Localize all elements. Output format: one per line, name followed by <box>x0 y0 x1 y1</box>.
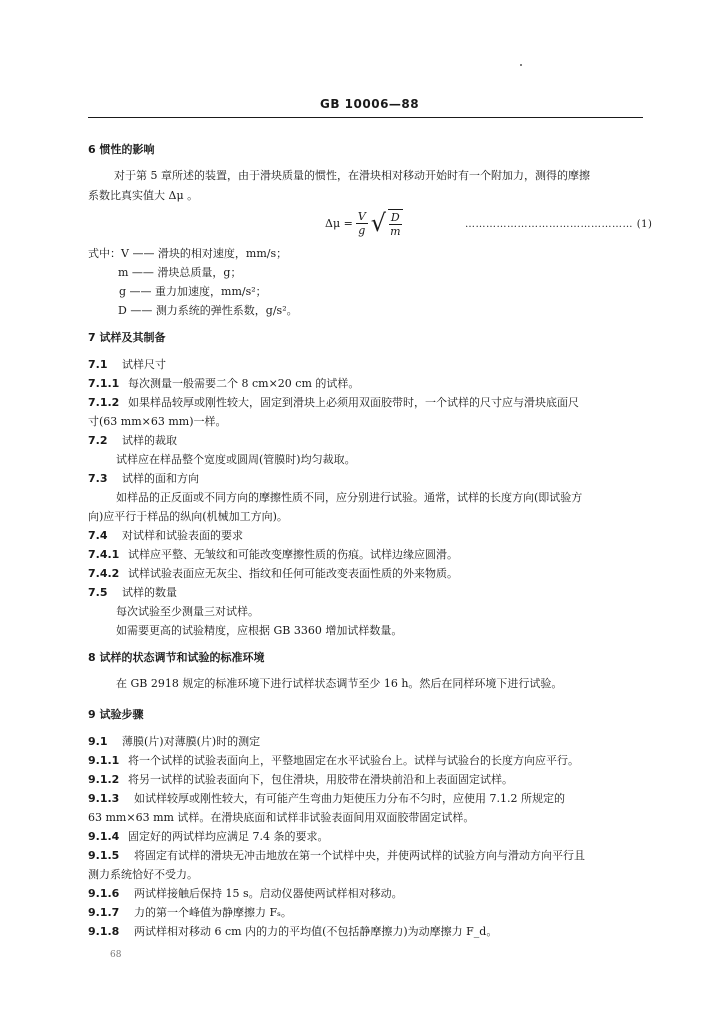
s9-item <box>88 792 565 806</box>
formula-number: (1) <box>636 219 653 230</box>
scan-speck <box>520 64 522 66</box>
clause-number: 7.1 <box>88 358 108 371</box>
s9-item <box>88 830 329 844</box>
clause-text: 如果样品较厚或刚性较大，固定到滑块上必须用双面胶带时，一个试样的尺寸应与滑块底面尺 <box>128 396 579 409</box>
clause-number: 7.5 <box>88 586 108 599</box>
section-8-heading: 8 试样的状态调节和试验的标准环境 <box>88 651 265 664</box>
page-header: GB 10006—88 <box>320 97 420 111</box>
clause-number: 7.4.1 <box>88 548 120 561</box>
clause-number: 7.1.2 <box>88 396 120 409</box>
s7-continuation: 向)应平行于样品的纵向(机械加工方向)。 <box>88 510 288 523</box>
s7-body: 试样应在样品整个宽度或圆周(管膜时)均匀裁取。 <box>116 453 356 466</box>
formula-fraction-d-over-m <box>388 209 402 238</box>
clause-number: 9.1.3 <box>88 792 120 805</box>
clause-text: 将固定有试样的滑块无冲击地放在第一个试样中央，并使两试样的试验方向与滑动方向平行且 <box>134 849 585 862</box>
formula-1 <box>325 205 406 241</box>
s9-item <box>88 906 292 920</box>
clause-text: 薄膜(片)对薄膜(片)时的测定 <box>122 735 261 748</box>
clause-number: 7.4 <box>88 529 108 542</box>
s9-item <box>88 773 513 787</box>
s9-item <box>88 735 260 749</box>
header-rule <box>88 117 643 118</box>
s9-item <box>88 887 403 901</box>
clause-text: 固定好的两试样均应满足 7.4 条的要求。 <box>128 830 329 843</box>
s7-item <box>88 529 243 543</box>
s9-continuation: 测力系统恰好不受力。 <box>88 868 198 881</box>
where-line-1: 式中：V —— 滑块的相对速度，mm/s； <box>88 247 288 260</box>
s7-item <box>88 396 579 410</box>
s7-item <box>88 358 166 372</box>
clause-number: 9.1.7 <box>88 906 120 919</box>
clause-text: 对试样和试验表面的要求 <box>122 529 243 542</box>
s7-continuation: 寸(63 mm×63 mm)一样。 <box>88 415 227 428</box>
s8-body: 在 GB 2918 规定的标准环境下进行试样状态调节至少 16 h。然后在同样环境下进行试验。 <box>116 677 563 690</box>
s6-paragraph-line-2: 系数比真实值大 Δμ 。 <box>88 189 199 202</box>
clause-number: 9.1 <box>88 735 108 748</box>
section-6-heading: 6 惯性的影响 <box>88 143 155 156</box>
clause-text: 试样试验表面应无灰尘、指纹和任何可能改变表面性质的外来物质。 <box>128 567 458 580</box>
clause-text: 两试样接触后保持 15 s。启动仪器使两试样相对移动。 <box>134 887 403 900</box>
s7-item <box>88 377 359 391</box>
clause-text: 试样的面和方向 <box>122 472 199 485</box>
page-number: 68 <box>110 950 122 960</box>
clause-number: 7.2 <box>88 434 108 447</box>
s7-body: 每次试验至少测量三对试样。 <box>116 605 259 618</box>
radical-sign: √ <box>370 209 387 237</box>
s9-item <box>88 754 579 768</box>
s7-body: 如需要更高的试验精度，应根据 GB 3360 增加试样数量。 <box>116 624 403 637</box>
s7-item <box>88 472 199 486</box>
formula-lhs: Δμ = <box>325 216 353 230</box>
formula-fraction-v-over-g <box>356 210 368 237</box>
clause-text: 如试样较厚或刚性较大，有可能产生弯曲力矩使压力分布不匀时，应使用 7.1.2 所规定的 <box>134 792 565 805</box>
clause-text: 试样应平整、无皱纹和可能改变摩擦性质的伤痕。试样边缘应圆滑。 <box>128 548 458 561</box>
s7-item <box>88 567 458 581</box>
clause-number: 9.1.8 <box>88 925 120 938</box>
clause-number: 7.3 <box>88 472 108 485</box>
s6-paragraph-line-1: 对于第 5 章所述的装置，由于滑块质量的惯性，在滑块相对移动开始时有一个附加力，测得的摩擦 <box>114 169 590 182</box>
clause-text: 试样尺寸 <box>122 358 166 371</box>
s7-body: 如样品的正反面或不同方向的摩擦性质不同，应分别进行试验。通常，试样的长度方向(即试验方 <box>116 491 583 504</box>
s9-item <box>88 925 497 939</box>
formula-m: m <box>390 224 401 238</box>
formula-v: V <box>357 209 366 223</box>
where-line-4: D —— 测力系统的弹性系数，g/s²。 <box>118 304 298 317</box>
formula-leader <box>465 219 652 230</box>
section-7-heading: 7 试样及其制备 <box>88 331 166 344</box>
s7-item <box>88 586 177 600</box>
section-9-heading: 9 试验步骤 <box>88 708 144 721</box>
where-line-3: g —— 重力加速度，mm/s²； <box>119 285 267 298</box>
clause-text: 两试样相对移动 6 cm 内的力的平均值(不包括静摩擦力)为动摩擦力 F_d。 <box>134 925 498 938</box>
formula-d: D <box>390 210 400 224</box>
s9-item <box>88 849 585 863</box>
clause-number: 9.1.1 <box>88 754 120 767</box>
clause-number: 9.1.6 <box>88 887 120 900</box>
clause-number: 7.1.1 <box>88 377 120 390</box>
clause-text: 每次测量一般需要二个 8 cm×20 cm 的试样。 <box>128 377 360 390</box>
where-line-2: m —— 滑块总质量，g； <box>118 266 242 279</box>
clause-text: 将另一试样的试验表面向下，包住滑块，用胶带在滑块前沿和上表面固定试样。 <box>128 773 513 786</box>
clause-number: 9.1.2 <box>88 773 120 786</box>
clause-number: 9.1.5 <box>88 849 120 862</box>
clause-text: 试样的裁取 <box>122 434 177 447</box>
s9-continuation: 63 mm×63 mm 试样。在滑块底面和试样非试验表面间用双面胶带固定试样。 <box>88 811 475 824</box>
s7-item <box>88 548 458 562</box>
clause-text: 力的第一个峰值为静摩擦力 Fₛ。 <box>134 906 292 919</box>
clause-text: 试样的数量 <box>122 586 177 599</box>
clause-number: 9.1.4 <box>88 830 120 843</box>
formula-g: g <box>358 223 366 237</box>
formula-sqrt <box>371 209 406 238</box>
clause-number: 7.4.2 <box>88 567 120 580</box>
s7-item <box>88 434 177 448</box>
leader-dots: ………………………………………… <box>465 219 633 230</box>
clause-text: 将一个试样的试验表面向上，平整地固定在水平试验台上。试样与试验台的长度方向应平行。 <box>128 754 579 767</box>
